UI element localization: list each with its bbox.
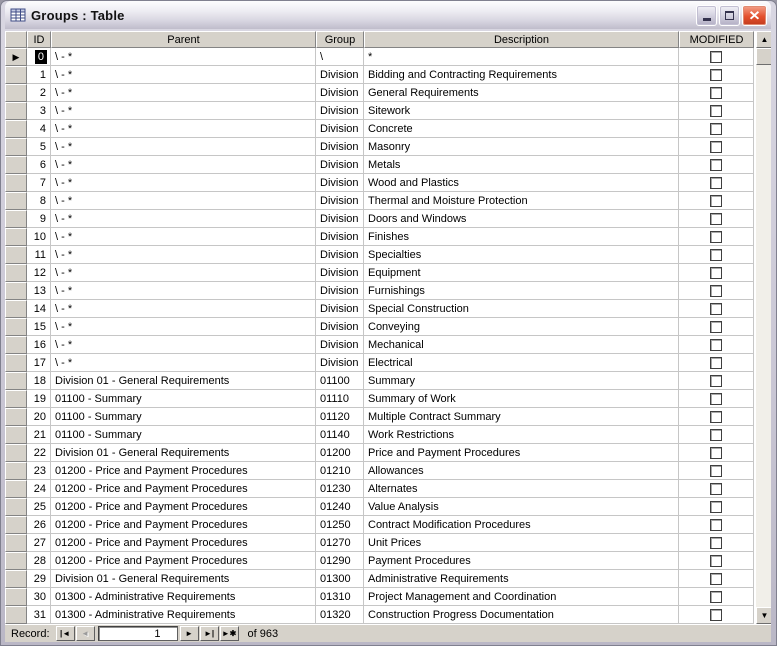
table-row: [5, 48, 754, 66]
table-row: [5, 534, 754, 552]
row-selector[interactable]: [5, 192, 27, 210]
cell-group[interactable]: 01300: [316, 570, 364, 588]
row-selector[interactable]: [5, 210, 27, 228]
modified-checkbox[interactable]: [710, 303, 722, 315]
modified-checkbox[interactable]: [710, 519, 722, 531]
cell-modified: [679, 156, 754, 174]
row-selector[interactable]: [5, 606, 27, 624]
table-row: [5, 66, 754, 84]
cell-description[interactable]: *: [364, 48, 679, 66]
cell-modified: [679, 444, 754, 462]
row-selector[interactable]: [5, 570, 27, 588]
cell-id[interactable]: 8: [27, 192, 51, 210]
table-body: [5, 48, 754, 624]
scroll-down-button[interactable]: [756, 607, 771, 624]
table-row: [5, 282, 754, 300]
column-header-description[interactable]: Description: [364, 31, 679, 48]
row-selector[interactable]: [5, 66, 27, 84]
cell-group[interactable]: Division: [316, 228, 364, 246]
row-selector[interactable]: [5, 336, 27, 354]
modified-checkbox[interactable]: [710, 159, 722, 171]
cell-parent[interactable]: \ - *: [51, 156, 316, 174]
cell-description[interactable]: Work Restrictions: [364, 426, 679, 444]
table-row: [5, 372, 754, 390]
cell-id[interactable]: 9: [27, 210, 51, 228]
cell-group[interactable]: Division: [316, 66, 364, 84]
row-selector[interactable]: [5, 498, 27, 516]
cell-parent[interactable]: Division 01 - General Requirements: [51, 570, 316, 588]
current-record-arrow: ▶: [12, 51, 20, 62]
cell-id[interactable]: 24: [27, 480, 51, 498]
cell-modified: [679, 606, 754, 624]
row-selector[interactable]: [5, 174, 27, 192]
cell-group[interactable]: 01290: [316, 552, 364, 570]
cell-description[interactable]: General Requirements: [364, 84, 679, 102]
cell-modified: [679, 210, 754, 228]
cell-modified: [679, 228, 754, 246]
cell-parent[interactable]: \ - *: [51, 354, 316, 372]
cell-modified: [679, 408, 754, 426]
table-row: [5, 498, 754, 516]
modified-checkbox[interactable]: [710, 447, 722, 459]
cell-group[interactable]: Division: [316, 318, 364, 336]
cell-id[interactable]: 15: [27, 318, 51, 336]
cell-description[interactable]: Conveying: [364, 318, 679, 336]
cell-modified: [679, 588, 754, 606]
cell-id[interactable]: 17: [27, 354, 51, 372]
cell-id[interactable]: 18: [27, 372, 51, 390]
table-row: [5, 120, 754, 138]
cell-group[interactable]: Division: [316, 246, 364, 264]
table-row: [5, 390, 754, 408]
row-selector[interactable]: [5, 390, 27, 408]
cell-modified: [679, 354, 754, 372]
cell-group[interactable]: Division: [316, 84, 364, 102]
modified-checkbox[interactable]: [710, 267, 722, 279]
modified-checkbox[interactable]: [710, 249, 722, 261]
cell-modified: [679, 84, 754, 102]
row-selector[interactable]: [5, 372, 27, 390]
cell-description[interactable]: Payment Procedures: [364, 552, 679, 570]
cell-id[interactable]: 1: [27, 66, 51, 84]
modified-checkbox[interactable]: [710, 573, 722, 585]
cell-modified: [679, 534, 754, 552]
row-selector[interactable]: [5, 138, 27, 156]
cell-parent[interactable]: \ - *: [51, 282, 316, 300]
cell-parent[interactable]: 01200 - Price and Payment Procedures: [51, 516, 316, 534]
maximize-button[interactable]: [719, 5, 740, 26]
cell-group[interactable]: Division: [316, 174, 364, 192]
column-header-modified[interactable]: MODIFIED: [679, 31, 754, 48]
record-label: Record:: [11, 627, 50, 640]
cell-id[interactable]: 29: [27, 570, 51, 588]
modified-checkbox[interactable]: [710, 177, 722, 189]
table-row: [5, 318, 754, 336]
table-row: [5, 246, 754, 264]
cell-parent[interactable]: 01100 - Summary: [51, 408, 316, 426]
close-icon: ✕: [748, 7, 761, 23]
first-record-button[interactable]: |◄: [56, 626, 75, 641]
cell-modified: [679, 462, 754, 480]
table-row: [5, 300, 754, 318]
cell-parent[interactable]: \ - *: [51, 48, 316, 66]
modified-checkbox[interactable]: [710, 393, 722, 405]
cell-description[interactable]: Specialties: [364, 246, 679, 264]
cell-parent[interactable]: \ - *: [51, 138, 316, 156]
cell-parent[interactable]: \ - *: [51, 66, 316, 84]
cell-group[interactable]: Division: [316, 282, 364, 300]
modified-checkbox[interactable]: [710, 213, 722, 225]
modified-checkbox[interactable]: [710, 537, 722, 549]
row-selector[interactable]: [5, 588, 27, 606]
title-bar[interactable]: [5, 1, 771, 29]
modified-checkbox[interactable]: [710, 69, 722, 81]
cell-description[interactable]: Contract Modification Procedures: [364, 516, 679, 534]
maximize-icon: [725, 11, 734, 20]
modified-checkbox[interactable]: [710, 321, 722, 333]
cell-group[interactable]: 01140: [316, 426, 364, 444]
datasheet-grid: [5, 31, 754, 624]
cell-group[interactable]: Division: [316, 300, 364, 318]
window-title: Groups : Table: [31, 7, 125, 23]
cell-group[interactable]: 01320: [316, 606, 364, 624]
table-row: [5, 516, 754, 534]
row-selector[interactable]: [5, 120, 27, 138]
arrow-up-icon: ▲: [760, 35, 769, 44]
cell-id[interactable]: 31: [27, 606, 51, 624]
row-selector[interactable]: [5, 102, 27, 120]
cell-modified: [679, 318, 754, 336]
cell-id[interactable]: 19: [27, 390, 51, 408]
arrow-down-icon: ▼: [760, 611, 769, 620]
cell-group[interactable]: 01250: [316, 516, 364, 534]
cell-id[interactable]: 3: [27, 102, 51, 120]
scrollbar-thumb[interactable]: [756, 48, 771, 65]
current-record-input[interactable]: [98, 626, 178, 641]
cell-description[interactable]: Administrative Requirements: [364, 570, 679, 588]
cell-parent[interactable]: \ - *: [51, 120, 316, 138]
table-row: [5, 408, 754, 426]
next-record-button[interactable]: ►: [180, 626, 199, 641]
cell-group[interactable]: 01210: [316, 462, 364, 480]
cell-modified: [679, 300, 754, 318]
column-header-group[interactable]: Group: [316, 31, 364, 48]
cell-group[interactable]: Division: [316, 336, 364, 354]
cell-group[interactable]: 01230: [316, 480, 364, 498]
cell-description[interactable]: Equipment: [364, 264, 679, 282]
header-row: [5, 31, 754, 48]
cell-group[interactable]: 01110: [316, 390, 364, 408]
modified-checkbox[interactable]: [710, 87, 722, 99]
select-all-corner[interactable]: [5, 31, 27, 48]
modified-checkbox[interactable]: [710, 555, 722, 567]
cell-group[interactable]: 01100: [316, 372, 364, 390]
cell-modified: [679, 570, 754, 588]
cell-parent[interactable]: 01100 - Summary: [51, 426, 316, 444]
row-selector[interactable]: [5, 264, 27, 282]
table-row: [5, 354, 754, 372]
cell-group[interactable]: Division: [316, 156, 364, 174]
cell-id[interactable]: 7: [27, 174, 51, 192]
minimize-button[interactable]: [696, 5, 717, 26]
table-row: [5, 552, 754, 570]
modified-checkbox[interactable]: [710, 429, 722, 441]
cell-modified: [679, 48, 754, 66]
cell-description[interactable]: Value Analysis: [364, 498, 679, 516]
table-row: [5, 426, 754, 444]
row-selector[interactable]: [5, 156, 27, 174]
cell-group[interactable]: Division: [316, 354, 364, 372]
cell-description[interactable]: Summary: [364, 372, 679, 390]
cell-description[interactable]: Allowances: [364, 462, 679, 480]
cell-id[interactable]: 4: [27, 120, 51, 138]
cell-group[interactable]: Division: [316, 264, 364, 282]
cell-description[interactable]: Metals: [364, 156, 679, 174]
vertical-scrollbar[interactable]: [756, 31, 771, 624]
modified-checkbox[interactable]: [710, 285, 722, 297]
row-selector[interactable]: [5, 282, 27, 300]
table-row: [5, 444, 754, 462]
cell-group[interactable]: Division: [316, 102, 364, 120]
cell-group[interactable]: Division: [316, 210, 364, 228]
cell-parent[interactable]: 01200 - Price and Payment Procedures: [51, 552, 316, 570]
cell-description[interactable]: Multiple Contract Summary: [364, 408, 679, 426]
table-icon: [10, 7, 26, 23]
record-navigation-bar: [5, 624, 771, 642]
modified-checkbox[interactable]: [710, 483, 722, 495]
row-selector[interactable]: [5, 552, 27, 570]
row-selector[interactable]: [5, 408, 27, 426]
cell-modified: [679, 192, 754, 210]
last-record-button[interactable]: ►|: [200, 626, 219, 641]
row-selector[interactable]: [5, 318, 27, 336]
cell-modified: [679, 480, 754, 498]
table-row: [5, 174, 754, 192]
cell-description[interactable]: Unit Prices: [364, 534, 679, 552]
cell-group[interactable]: Division: [316, 120, 364, 138]
row-selector[interactable]: [5, 84, 27, 102]
previous-record-button[interactable]: ◄: [76, 626, 95, 641]
row-selector[interactable]: [5, 516, 27, 534]
row-selector[interactable]: [5, 48, 27, 66]
cell-parent[interactable]: \ - *: [51, 210, 316, 228]
column-header-parent[interactable]: Parent: [51, 31, 316, 48]
row-selector[interactable]: [5, 480, 27, 498]
column-header-id[interactable]: ID: [27, 31, 51, 48]
cell-modified: [679, 426, 754, 444]
cell-id[interactable]: 30: [27, 588, 51, 606]
table-row: [5, 156, 754, 174]
table-row: [5, 588, 754, 606]
cell-parent[interactable]: 01200 - Price and Payment Procedures: [51, 498, 316, 516]
table-row: [5, 336, 754, 354]
cell-parent[interactable]: \ - *: [51, 300, 316, 318]
cell-description[interactable]: Summary of Work: [364, 390, 679, 408]
table-row: [5, 84, 754, 102]
modified-checkbox[interactable]: [710, 141, 722, 153]
cell-modified: [679, 282, 754, 300]
cell-group[interactable]: 01200: [316, 444, 364, 462]
cell-modified: [679, 552, 754, 570]
cell-modified: [679, 372, 754, 390]
cell-parent[interactable]: \ - *: [51, 228, 316, 246]
modified-checkbox[interactable]: [710, 591, 722, 603]
modified-checkbox[interactable]: [710, 105, 722, 117]
cell-parent[interactable]: 01200 - Price and Payment Procedures: [51, 534, 316, 552]
modified-checkbox[interactable]: [710, 609, 722, 621]
row-selector[interactable]: [5, 534, 27, 552]
cell-id[interactable]: 28: [27, 552, 51, 570]
cell-parent[interactable]: 01200 - Price and Payment Procedures: [51, 462, 316, 480]
cell-group[interactable]: 01270: [316, 534, 364, 552]
cell-parent[interactable]: \ - *: [51, 84, 316, 102]
cell-id[interactable]: 0: [27, 48, 51, 66]
cell-parent[interactable]: 01200 - Price and Payment Procedures: [51, 480, 316, 498]
cell-group[interactable]: Division: [316, 192, 364, 210]
cell-id[interactable]: 22: [27, 444, 51, 462]
cell-parent[interactable]: Division 01 - General Requirements: [51, 372, 316, 390]
row-selector[interactable]: [5, 426, 27, 444]
cell-modified: [679, 246, 754, 264]
cell-group[interactable]: Division: [316, 138, 364, 156]
cell-group[interactable]: 01120: [316, 408, 364, 426]
cell-parent[interactable]: 01100 - Summary: [51, 390, 316, 408]
cell-parent[interactable]: 01300 - Administrative Requirements: [51, 588, 316, 606]
row-selector[interactable]: [5, 300, 27, 318]
cell-description[interactable]: Furnishings: [364, 282, 679, 300]
cell-parent[interactable]: \ - *: [51, 318, 316, 336]
table-row: [5, 480, 754, 498]
row-selector[interactable]: [5, 354, 27, 372]
table-row: [5, 264, 754, 282]
cell-id[interactable]: 13: [27, 282, 51, 300]
cell-description[interactable]: Price and Payment Procedures: [364, 444, 679, 462]
modified-checkbox[interactable]: [710, 357, 722, 369]
cell-description[interactable]: Construction Progress Documentation: [364, 606, 679, 624]
cell-description[interactable]: Concrete: [364, 120, 679, 138]
cell-id[interactable]: 5: [27, 138, 51, 156]
cell-parent[interactable]: \ - *: [51, 246, 316, 264]
cell-group[interactable]: 01240: [316, 498, 364, 516]
modified-checkbox[interactable]: [710, 375, 722, 387]
cell-modified: [679, 498, 754, 516]
cell-description[interactable]: Mechanical: [364, 336, 679, 354]
row-selector[interactable]: [5, 462, 27, 480]
table-row: [5, 228, 754, 246]
cell-id[interactable]: 2: [27, 84, 51, 102]
row-selector[interactable]: [5, 246, 27, 264]
cell-description[interactable]: Alternates: [364, 480, 679, 498]
cell-description[interactable]: Thermal and Moisture Protection: [364, 192, 679, 210]
table-row: [5, 462, 754, 480]
cell-id[interactable]: 25: [27, 498, 51, 516]
table-row: [5, 570, 754, 588]
record-count-text: of 963: [247, 627, 279, 640]
modified-checkbox[interactable]: [710, 51, 722, 63]
scroll-up-button[interactable]: [756, 31, 771, 48]
cell-modified: [679, 66, 754, 84]
cell-description[interactable]: Special Construction: [364, 300, 679, 318]
cell-modified: [679, 336, 754, 354]
cell-parent[interactable]: \ - *: [51, 192, 316, 210]
cell-id[interactable]: 20: [27, 408, 51, 426]
cell-description[interactable]: Sitework: [364, 102, 679, 120]
cell-id[interactable]: 26: [27, 516, 51, 534]
table-row: [5, 606, 754, 624]
cell-parent[interactable]: 01300 - Administrative Requirements: [51, 606, 316, 624]
cell-parent[interactable]: \ - *: [51, 174, 316, 192]
datasheet-client-area: [5, 31, 771, 642]
cell-description[interactable]: Bidding and Contracting Requirements: [364, 66, 679, 84]
modified-checkbox[interactable]: [710, 339, 722, 351]
modified-checkbox[interactable]: [710, 411, 722, 423]
cell-description[interactable]: Project Management and Coordination: [364, 588, 679, 606]
cell-description[interactable]: Masonry: [364, 138, 679, 156]
cell-modified: [679, 102, 754, 120]
cell-id[interactable]: 27: [27, 534, 51, 552]
cell-id[interactable]: 12: [27, 264, 51, 282]
cell-description[interactable]: Wood and Plastics: [364, 174, 679, 192]
modified-checkbox[interactable]: [710, 195, 722, 207]
modified-checkbox[interactable]: [710, 123, 722, 135]
row-selector[interactable]: [5, 444, 27, 462]
scrollbar-track[interactable]: [756, 65, 771, 607]
modified-checkbox[interactable]: [710, 465, 722, 477]
cell-description[interactable]: Finishes: [364, 228, 679, 246]
cell-parent[interactable]: \ - *: [51, 336, 316, 354]
cell-id[interactable]: 23: [27, 462, 51, 480]
cell-modified: [679, 516, 754, 534]
table-row: [5, 210, 754, 228]
cell-group[interactable]: 01310: [316, 588, 364, 606]
cell-parent[interactable]: \ - *: [51, 102, 316, 120]
table-row: [5, 138, 754, 156]
modified-checkbox[interactable]: [710, 501, 722, 513]
new-record-button[interactable]: ►✱: [220, 626, 239, 641]
close-button[interactable]: [742, 5, 767, 26]
cell-id[interactable]: 21: [27, 426, 51, 444]
cell-id[interactable]: 10: [27, 228, 51, 246]
cell-parent[interactable]: Division 01 - General Requirements: [51, 444, 316, 462]
table-row: [5, 102, 754, 120]
cell-modified: [679, 138, 754, 156]
row-selector[interactable]: [5, 228, 27, 246]
cell-id[interactable]: 14: [27, 300, 51, 318]
cell-description[interactable]: Doors and Windows: [364, 210, 679, 228]
cell-modified: [679, 120, 754, 138]
modified-checkbox[interactable]: [710, 231, 722, 243]
cell-description[interactable]: Electrical: [364, 354, 679, 372]
cell-modified: [679, 174, 754, 192]
cell-id[interactable]: 11: [27, 246, 51, 264]
table-row: [5, 192, 754, 210]
cell-modified: [679, 264, 754, 282]
cell-modified: [679, 390, 754, 408]
cell-id[interactable]: 16: [27, 336, 51, 354]
cell-parent[interactable]: \ - *: [51, 264, 316, 282]
minimize-icon: [703, 18, 711, 21]
cell-id[interactable]: 6: [27, 156, 51, 174]
cell-group[interactable]: \: [316, 48, 364, 66]
